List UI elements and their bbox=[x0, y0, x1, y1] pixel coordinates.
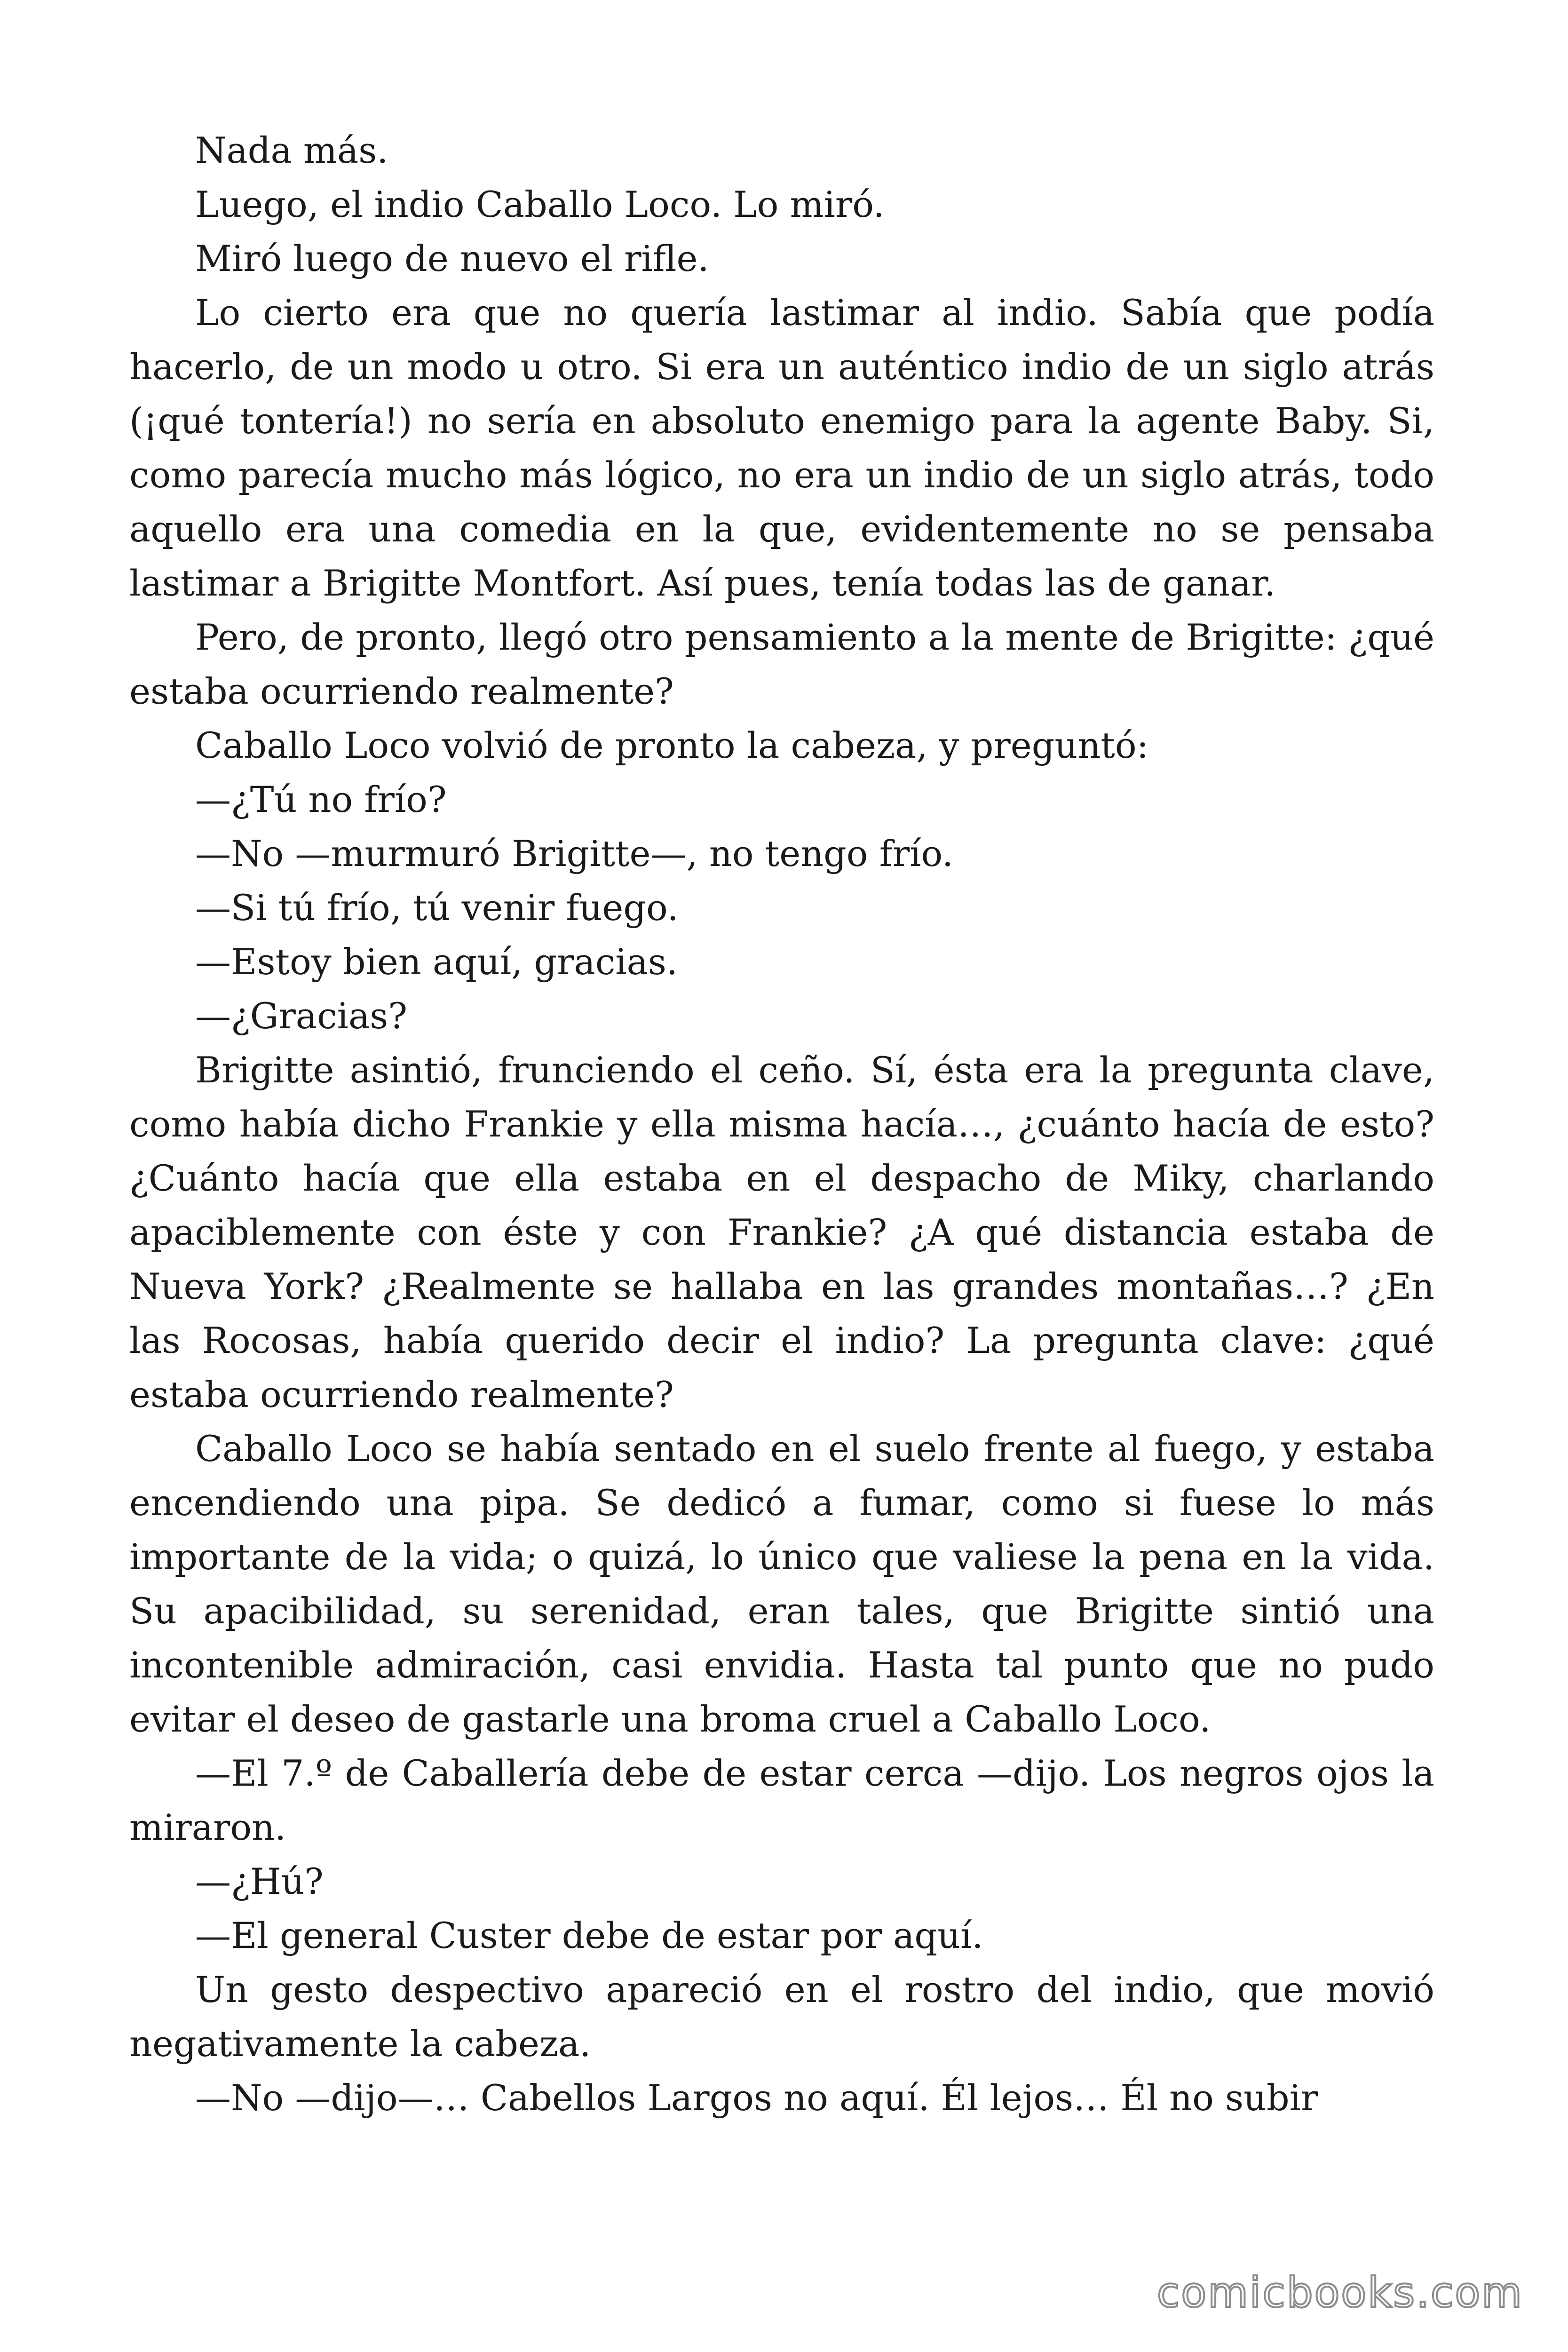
paragraph: Caballo Loco se había sentado en el suelo frente al fuego, y estaba encendiendo una pipa. Se dedicó a fumar, como si fuese lo más importante de la vida; o quizá, lo único que valiese la pena en la vida. Su apacibilidad, su serenidad, eran tales, que Brigitte sintió una incontenible admiración, casi envidia. Hasta tal punto que no pudo evitar el deseo de gastarle una broma cruel a Caballo Loco. bbox=[129, 1428, 1434, 1740]
paragraph: Pero, de pronto, llegó otro pensamiento a la mente de Brigitte: ¿qué estaba ocurriendo realmente? bbox=[129, 616, 1434, 712]
dialogue-line: —No —murmuró Brigitte—, no tengo frío. bbox=[195, 833, 954, 874]
dialogue-line: —Estoy bien aquí, gracias. bbox=[195, 941, 678, 983]
dialogue-line: —El 7.º de Caballería debe de estar cerca —dijo. Los negros ojos la miraron. bbox=[129, 1752, 1434, 1848]
dialogue-line: —¿Hú? bbox=[195, 1860, 324, 1902]
body-text bbox=[129, 123, 1434, 2125]
watermark: comicbooks.com bbox=[1156, 2268, 1523, 2317]
dialogue-line: —El general Custer debe de estar por aquí. bbox=[195, 1915, 983, 1956]
paragraph: Nada más. bbox=[195, 129, 388, 171]
paragraph: Lo cierto era que no quería lastimar al indio. Sabía que podía hacerlo, de un modo u otro. Si era un auténtico indio de un siglo atrás (¡qué tontería!) no sería en absoluto enemigo para la agente Baby. Si, como parecía mucho más lógico, no era un indio de un siglo atrás, todo aquello era una comedia en la que, evidentemente no se pensaba lastimar a Brigitte Montfort. Así pues, tenía todas las de ganar. bbox=[129, 292, 1434, 604]
dialogue-line: —¿Gracias? bbox=[195, 995, 408, 1037]
dialogue-line: —No —dijo—… Cabellos Largos no aquí. Él lejos… Él no subir bbox=[195, 2077, 1318, 2119]
dialogue-line: —¿Tú no frío? bbox=[195, 779, 447, 820]
paragraph: Caballo Loco volvió de pronto la cabeza, y preguntó: bbox=[195, 724, 1149, 766]
paragraph: Brigitte asintió, frunciendo el ceño. Sí, ésta era la pregunta clave, como había dicho Frankie y ella misma hacía…, ¿cuánto hacía de esto? ¿Cuánto hacía que ella estaba en el despacho de Miky, charlando apaciblemente con éste y con Frankie? ¿A qué distancia estaba de Nueva York? ¿Realmente se hallaba en las grandes montañas…? ¿En las Rocosas, había querido decir el indio? La pregunta clave: ¿qué estaba ocurriendo realmente? bbox=[129, 1049, 1434, 1415]
paragraph: Luego, el indio Caballo Loco. Lo miró. bbox=[195, 183, 885, 225]
paragraph: Miró luego de nuevo el rifle. bbox=[195, 238, 709, 279]
dialogue-line: —Si tú frío, tú venir fuego. bbox=[195, 887, 679, 929]
paragraph: Un gesto despectivo apareció en el rostro del indio, que movió negativamente la cabeza. bbox=[129, 1969, 1434, 2065]
